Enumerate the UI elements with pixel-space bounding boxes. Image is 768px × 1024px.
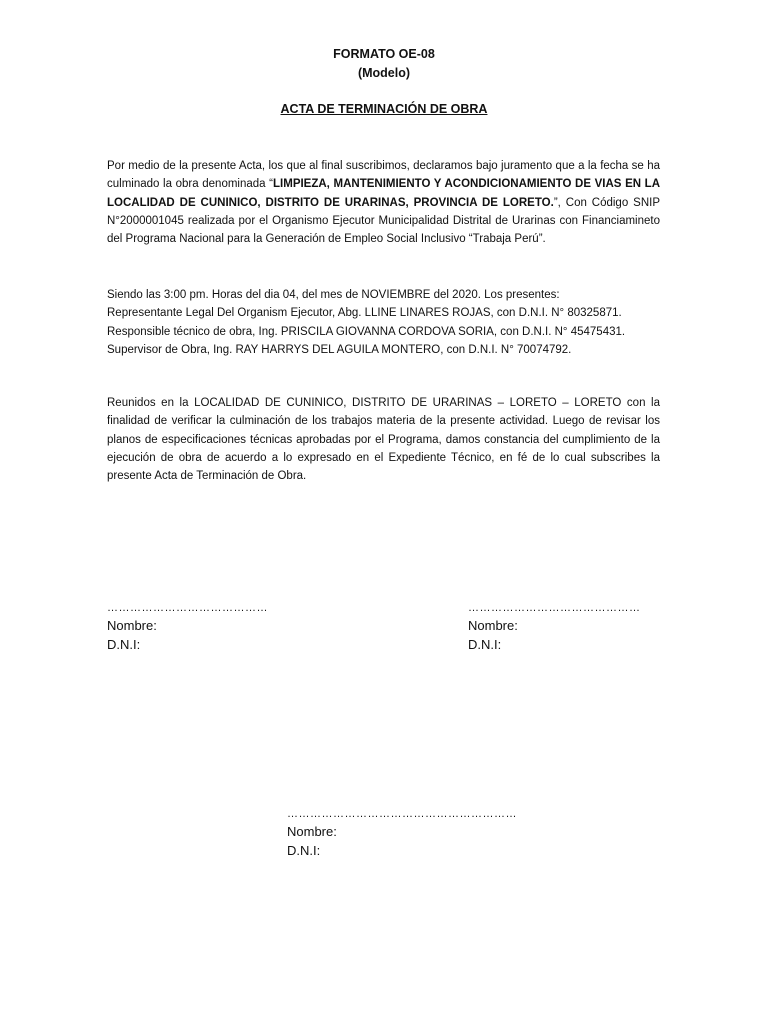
dni-label: D.N.I: <box>107 637 141 652</box>
dni-label: D.N.I: <box>468 637 502 652</box>
signature-line: ……………………………………… <box>468 602 641 614</box>
name-label: Nombre: <box>468 618 518 633</box>
signature-line: …………………………………… <box>107 602 268 614</box>
document-title: ACTA DE TERMINACIÓN DE OBRA <box>280 102 488 116</box>
signature-block-bottom <box>287 806 517 860</box>
paragraph-declaration <box>107 157 660 248</box>
name-label: Nombre: <box>287 824 337 839</box>
attendees-line: Siendo las 3:00 pm. Horas del dia 04, del mes de NOVIEMBRE del 2020. Los presentes: <box>107 289 560 301</box>
dni-label: D.N.I: <box>287 843 321 858</box>
declaration-intro: Por medio de la presente Acta, los que al final suscribimos, declaramos bajo juramento que a la fecha se ha culminado la obra denominada “ <box>107 160 660 191</box>
signature-line: …………………………………………………… <box>287 808 517 820</box>
signature-block-right <box>468 600 641 654</box>
attendee-supervisor: Supervisor de Obra, Ing. RAY HARRYS DEL AGUILA MONTERO, con D.N.I. N° 70074792. <box>107 343 572 356</box>
paragraph-attendees <box>107 286 660 359</box>
attendee-technical-lead: Responsible técnico de obra, Ing. PRISCILA GIOVANNA CORDOVA SORIA, con D.N.I. N° 45475431. <box>107 325 626 338</box>
attendee-legal-rep: Representante Legal Del Organism Ejecutor, Abg. LLINE LINARES ROJAS, con D.N.I. N° 80325871. <box>107 307 622 320</box>
paragraph-meeting: Reunidos en la LOCALIDAD DE CUNINICO, DISTRITO DE URARINAS – LORETO – LORETO con la finalidad de verificar la culminación de los trabajos materia de la presente actividad. Luego de revisar los planos de especificaciones técnicas aprobadas por el Programa, damos constancia del cumplimiento de la ejecución de obra de acuerdo a lo expresado en el Expediente Técnico, en fé de lo cual subscribes la presente Acta de Terminación de Obra. <box>107 397 660 483</box>
name-label: Nombre: <box>107 618 157 633</box>
format-code: FORMATO OE-08 <box>333 47 435 61</box>
document-subtitle: (Modelo) <box>357 66 411 80</box>
declaration-rest: ”, Con Código SNIP N°2000001045 realizada por el Organismo Ejecutor Municipalidad Distrital de Urarinas con Financiamineto del Programa Nacional para la Generación de Empleo Social Inclusivo “Trabaja Perú”. <box>107 196 660 246</box>
signature-block-left <box>107 600 268 654</box>
project-name: LIMPIEZA, MANTENIMIENTO Y ACONDICIONAMIENTO DE VIAS EN LA LOCALIDAD DE CUNINICO, DISTRITO DE URARINAS, PROVINCIA DE LORETO. <box>107 178 661 209</box>
